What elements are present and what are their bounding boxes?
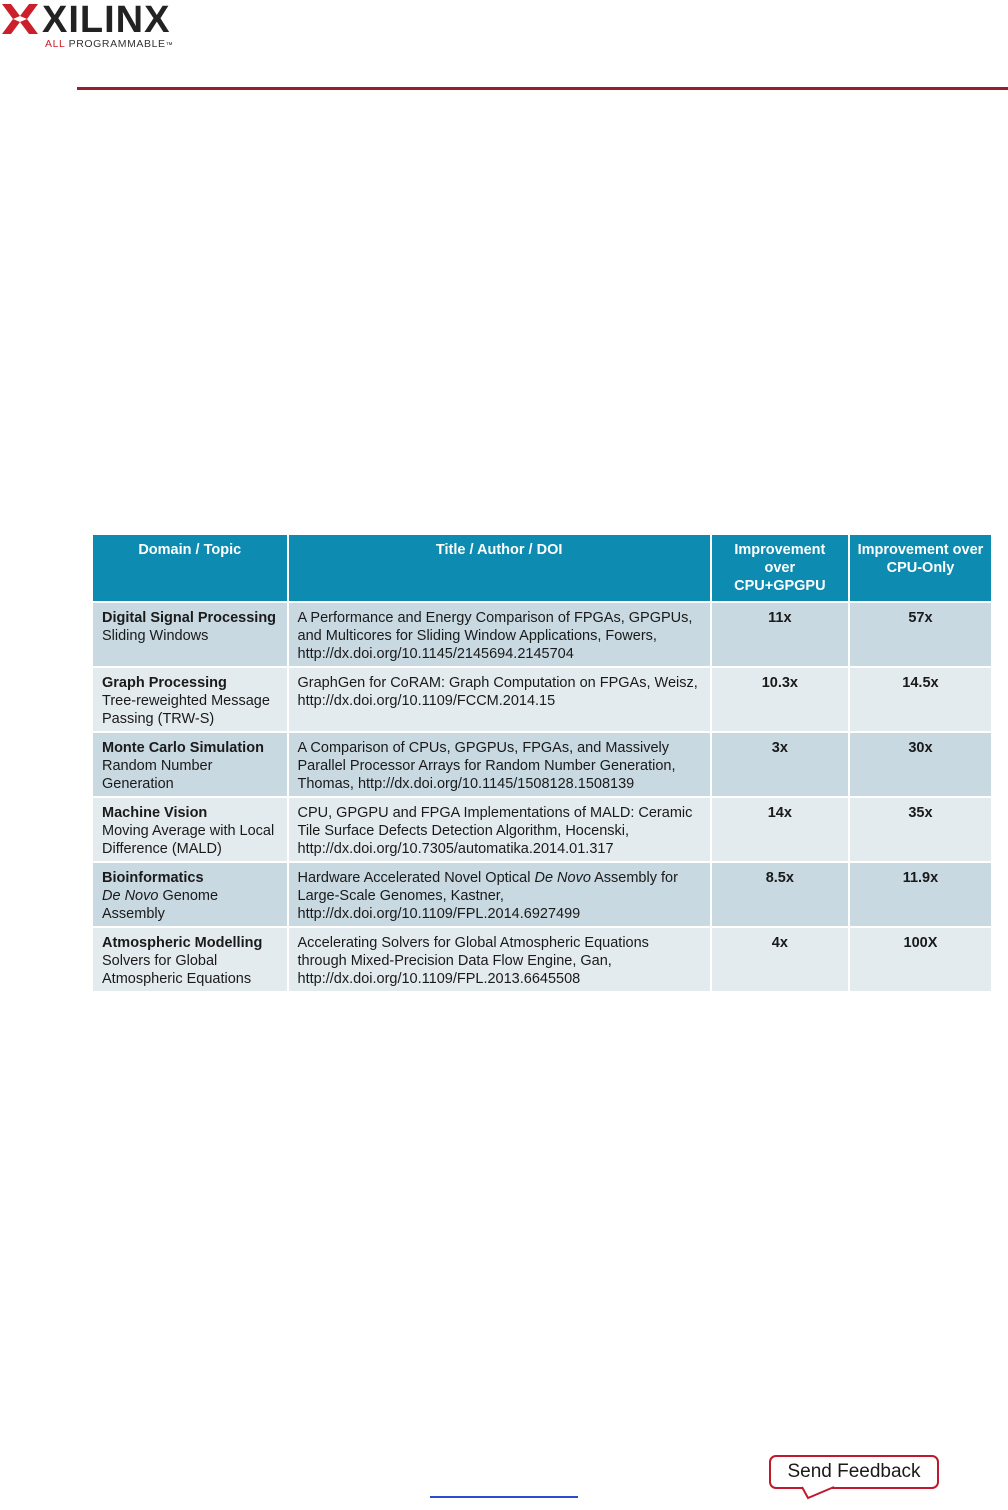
domain-cell [93, 733, 287, 796]
domain-cell [93, 603, 287, 666]
cpu-value: 30x [850, 733, 991, 796]
reference-cell: A Performance and Energy Comparison of FPGAs, GPGPUs, and Multicores for Sliding Window Applications, Fowers, http://dx.doi.org/10.1145/2145694.2145704 [289, 603, 710, 666]
table-row [93, 798, 991, 861]
reference-cell [289, 863, 710, 926]
tagline-mark: ™ [165, 42, 174, 49]
header-rule [77, 87, 1008, 90]
brand-tagline [45, 38, 173, 52]
tagline-prefix: ALL [45, 38, 66, 50]
domain-topic: Moving Average with Local Difference (MALD) [102, 823, 275, 857]
domain-topic [102, 887, 279, 923]
table-header-row [93, 535, 991, 601]
domain-cell [93, 798, 287, 861]
header-title: Title / Author / DOI [289, 535, 710, 601]
cpu-value: 57x [850, 603, 991, 666]
table-row [93, 733, 991, 796]
xilinx-logo [0, 0, 200, 56]
reference-italic: De Novo [534, 870, 591, 886]
reference-pre: Hardware Accelerated Novel Optical [297, 870, 535, 886]
domain-topic: Tree-reweighted Message Passing (TRW-S) [102, 693, 270, 727]
domain-cell [93, 668, 287, 731]
domain-cell [93, 863, 287, 926]
topic-italic: De Novo [102, 888, 159, 904]
domain-topic: Solvers for Global Atmospheric Equations [102, 953, 252, 987]
domain-name: Graph Processing [102, 675, 227, 691]
domain-topic: Random Number Generation [102, 758, 213, 792]
gpgpu-value: 10.3x [712, 668, 848, 731]
reference-rest: Assembly for Large-Scale Genomes, Kastner, http://dx.doi.org/10.1109/FPL.2014.6927499 [297, 870, 678, 922]
domain-name: Monte Carlo Simulation [102, 740, 264, 756]
table-row [93, 928, 991, 991]
reference-cell: A Comparison of CPUs, GPGPUs, FPGAs, and Massively Parallel Processor Arrays for Random Number Generation, Thomas, http://dx.doi.org/10.1145/1508128.1508139 [289, 733, 710, 796]
domain-name: Bioinformatics [102, 870, 204, 886]
gpgpu-value: 11x [712, 603, 848, 666]
topic-rest: Genome Assembly [102, 888, 219, 922]
domain-name: Machine Vision [102, 805, 208, 821]
cpu-value: 35x [850, 798, 991, 861]
send-feedback-button[interactable]: Send Feedback [769, 1455, 939, 1489]
feedback-bubble-tail-icon [800, 1486, 840, 1500]
domain-name: Atmospheric Modelling [102, 935, 263, 951]
brand-name: XILINX [42, 0, 171, 41]
header-domain: Domain / Topic [93, 535, 287, 601]
reference-cell: CPU, GPGPU and FPGA Implementations of MALD: Ceramic Tile Surface Defects Detection Algorithm, Hocenski, http://dx.doi.org/10.7305/automatika.2014.01.317 [289, 798, 710, 861]
table-row [93, 863, 991, 926]
cpu-value: 11.9x [850, 863, 991, 926]
cpu-value: 14.5x [850, 668, 991, 731]
header-cpu: Improvement over CPU-Only [850, 535, 991, 601]
table-row [93, 668, 991, 731]
gpgpu-value: 4x [712, 928, 848, 991]
footer-link[interactable] [430, 1496, 578, 1498]
table-row [93, 603, 991, 666]
domain-cell [93, 928, 287, 991]
gpgpu-value: 3x [712, 733, 848, 796]
reference-cell: Accelerating Solvers for Global Atmospheric Equations through Mixed-Precision Data Flow Engine, Gan, http://dx.doi.org/10.1109/FPL.2013.6645508 [289, 928, 710, 991]
gpgpu-value: 14x [712, 798, 848, 861]
domain-name: Digital Signal Processing [102, 610, 277, 626]
comparison-table [91, 533, 993, 993]
tagline-rest: PROGRAMMABLE [65, 38, 166, 50]
xilinx-logo-icon [2, 2, 38, 36]
cpu-value: 100X [850, 928, 991, 991]
header-gpgpu: Improvement over CPU+GPGPU [712, 535, 848, 601]
gpgpu-value: 8.5x [712, 863, 848, 926]
domain-topic: Sliding Windows [102, 628, 209, 644]
reference-cell: GraphGen for CoRAM: Graph Computation on FPGAs, Weisz, http://dx.doi.org/10.1109/FCCM.2014.15 [289, 668, 710, 731]
